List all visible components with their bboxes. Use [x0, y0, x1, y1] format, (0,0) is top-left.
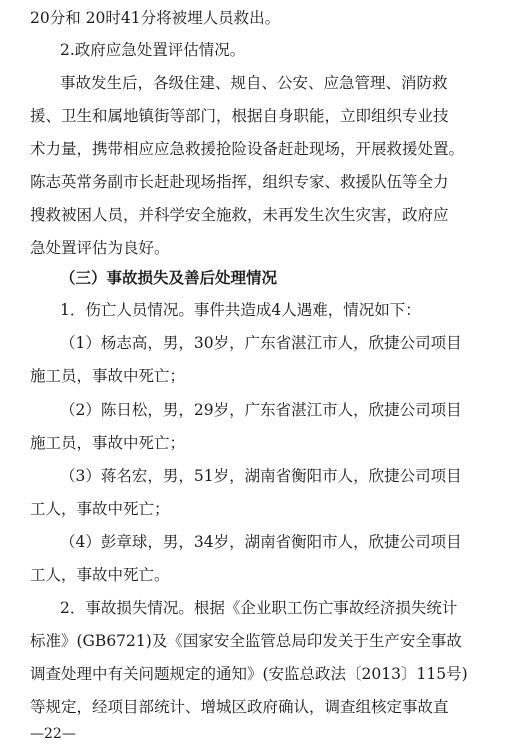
text-line: （4）彭章球，男，34岁，湖南省衡阳市人，欣捷公司项目 [60, 533, 462, 551]
text-line: 搜救被困人员，并科学安全施救，未再发生次生灾害，政府应 [30, 206, 449, 224]
section-heading: （三）事故损失及善后处理情况 [60, 268, 278, 287]
text-line: 急处置评估为良好。 [30, 239, 170, 257]
text-line: 20分和 20时41分将被埋人员救出。 [30, 9, 281, 27]
text-line: 工人，事故中死亡。 [30, 566, 170, 584]
text-line: 工人，事故中死亡； [30, 500, 170, 518]
text-line: 援、卫生和属地镇街等部门，根据自身职能，立即组织专业技 [30, 107, 449, 125]
text-line: 标准》(GB6721)及《国家安全监管总局印发关于生产安全事故 [30, 632, 462, 650]
text-line: 事故发生后，各级住建、规自、公安、应急管理、消防救 [60, 74, 448, 92]
page-number: —22— [30, 726, 76, 742]
text-line: 2.政府应急处置评估情况。 [60, 41, 246, 59]
text-line: （2）陈日松，男，29岁，广东省湛江市人，欣捷公司项目 [60, 401, 462, 419]
text-line: 施工员，事故中死亡； [30, 367, 186, 385]
text-line: 2．事故损失情况。根据《企业职工伤亡事故经济损失统计 [60, 599, 458, 617]
text-line: 等规定，经项目部统计、增城区政府确认，调查组核定事故直 [30, 698, 449, 716]
text-line: （1）杨志高，男，30岁，广东省湛江市人，欣捷公司项目 [60, 334, 462, 352]
text-line: 1．伤亡人员情况。事件共造成4人遇难，情况如下： [60, 301, 421, 319]
text-line: （3）蒋名宏，男，51岁，湖南省衡阳市人，欣捷公司项目 [60, 467, 462, 485]
text-line: 术力量，携带相应应急救援抢险设备赶赴现场，开展救援处置。 [30, 140, 465, 158]
text-line: 陈志英常务副市长赶赴现场指挥，组织专家、救援队伍等全力 [30, 173, 449, 191]
text-line: 施工员，事故中死亡； [30, 434, 186, 452]
text-line: 调查处理中有关问题规定的通知》(安监总政法〔2013〕115号) [30, 665, 468, 683]
